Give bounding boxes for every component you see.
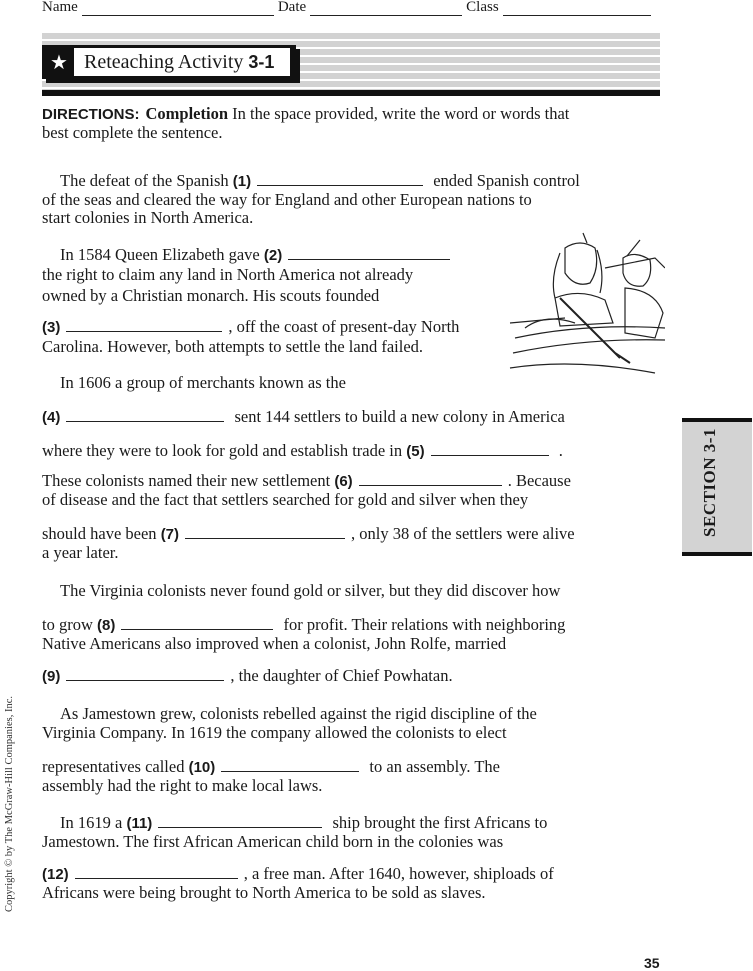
worksheet-line — [42, 337, 423, 357]
line-text: These colonists named their new settlement — [42, 471, 335, 490]
worksheet-line — [60, 704, 537, 724]
class-field[interactable] — [503, 3, 651, 16]
question-number: (12) — [42, 866, 69, 883]
line-text: . Because — [507, 471, 571, 490]
line-text: ship brought the first Africans to — [328, 813, 548, 832]
line-text: In 1619 a — [60, 813, 127, 832]
page-title — [74, 48, 290, 76]
answer-blank[interactable] — [66, 666, 224, 681]
answer-blank[interactable] — [221, 757, 359, 772]
answer-blank[interactable] — [66, 317, 222, 332]
line-text: start colonies in North America. — [42, 208, 254, 227]
worksheet-line — [42, 471, 571, 492]
answer-blank[interactable] — [66, 407, 224, 422]
line-text: owned by a Christian monarch. His scouts founded — [42, 286, 380, 305]
worksheet-line — [42, 776, 322, 796]
title-text: Reteaching Activity — [84, 51, 249, 73]
student-info-header — [42, 0, 655, 16]
answer-blank[interactable] — [158, 813, 322, 828]
worksheet-line — [42, 190, 532, 210]
line-text: the right to claim any land in North America not already — [42, 265, 414, 284]
worksheet-line — [42, 543, 119, 563]
line-text: Native Americans also improved when a colonist, John Rolfe, married — [42, 634, 507, 653]
question-number: (4) — [42, 409, 61, 426]
title-band-rule — [42, 90, 660, 96]
worksheet-line — [42, 317, 459, 338]
line-text: Virginia Company. In 1619 the company allowed the colonists to elect — [42, 723, 507, 742]
worksheet-line — [42, 286, 379, 306]
question-number: (9) — [42, 668, 61, 685]
date-field[interactable] — [310, 3, 462, 16]
line-text: , only 38 of the settlers were alive — [351, 524, 575, 543]
name-field[interactable] — [82, 3, 274, 16]
copyright-notice: Copyright © by The McGraw-Hill Companies, Inc. — [4, 696, 15, 912]
line-text: Africans were being brought to North America to be sold as slaves. — [42, 883, 486, 902]
line-text: , the daughter of Chief Powhatan. — [230, 666, 453, 685]
name-label: Name — [42, 0, 78, 15]
answer-blank[interactable] — [288, 245, 450, 260]
line-text: representatives called — [42, 757, 189, 776]
question-number: (10) — [188, 759, 216, 776]
worksheet-line — [42, 524, 575, 545]
line-text: sent 144 settlers to build a new colony in America — [230, 407, 565, 426]
line-text: best complete the sentence. — [42, 123, 223, 142]
line-text: should have been — [42, 524, 161, 543]
answer-blank[interactable] — [359, 471, 502, 486]
question-number: (11) — [126, 815, 153, 832]
answer-blank[interactable] — [431, 441, 549, 456]
section-tab — [682, 418, 752, 556]
worksheet-line — [42, 265, 413, 285]
directions-label: DIRECTIONS: — [42, 106, 140, 123]
worksheet-line — [42, 123, 223, 143]
answer-blank[interactable] — [75, 864, 238, 879]
line-text: As Jamestown grew, colonists rebelled against the rigid discipline of the — [60, 704, 537, 723]
worksheet-line — [42, 757, 500, 778]
worksheet-line — [60, 171, 580, 192]
line-text: ended Spanish control — [429, 171, 580, 190]
line-text: In 1584 Queen Elizabeth gave — [60, 245, 264, 264]
line-text: Carolina. However, both attempts to settle the land failed. — [42, 337, 424, 356]
directions-type: Completion — [145, 104, 228, 123]
line-text: The defeat of the Spanish — [60, 171, 233, 190]
worksheet-line — [42, 407, 565, 428]
question-number: (7) — [160, 526, 180, 543]
answer-blank[interactable] — [185, 524, 345, 539]
line-text: . — [554, 441, 563, 460]
worksheet-line — [42, 208, 253, 228]
line-text: The Virginia colonists never found gold or silver, but they did discover how — [60, 581, 561, 600]
worksheet-line — [42, 615, 565, 636]
line-text: In 1606 a group of merchants known as the — [60, 373, 346, 392]
line-text: assembly had the right to make local laws. — [42, 776, 323, 795]
worksheet-line — [42, 441, 563, 462]
worksheet-line — [42, 104, 569, 125]
worksheet-line — [60, 373, 346, 393]
line-text: to an assembly. The — [365, 757, 501, 776]
title-box — [42, 45, 296, 79]
question-number: (8) — [97, 617, 116, 634]
worksheet-line — [42, 864, 554, 885]
page-number: 35 — [644, 955, 660, 971]
question-number: (5) — [406, 443, 425, 460]
worksheet-line — [60, 581, 560, 601]
line-text: In the space provided, write the word or words that — [228, 104, 570, 123]
answer-blank[interactable] — [121, 615, 273, 630]
worksheet-line — [42, 490, 528, 510]
line-text: , a free man. After 1640, however, shiploads of — [243, 864, 554, 883]
section-label: SECTION 3-1 — [700, 428, 719, 537]
worksheet-line — [60, 245, 456, 266]
date-label: Date — [277, 0, 307, 15]
line-text: Jamestown. The first African American child born in the colonies was — [42, 832, 504, 851]
answer-blank[interactable] — [257, 171, 423, 186]
worksheet-line — [60, 813, 547, 834]
line-text: , off the coast of present-day North — [228, 317, 460, 336]
question-number: (2) — [263, 247, 283, 264]
star-icon: ★ — [50, 50, 68, 74]
worksheet-line — [42, 666, 453, 687]
title-number: 3-1 — [248, 52, 275, 72]
class-label: Class — [466, 0, 499, 15]
line-text: to grow — [42, 615, 97, 634]
line-text: a year later. — [42, 543, 119, 562]
line-text: of disease and the fact that settlers searched for gold and silver when they — [42, 490, 529, 509]
worksheet-line — [42, 832, 503, 852]
line-text: where they were to look for gold and establish trade in — [42, 441, 407, 460]
question-number: (6) — [334, 473, 353, 490]
question-number: (1) — [232, 173, 252, 190]
worksheet-line — [42, 723, 507, 743]
line-text: of the seas and cleared the way for England and other European nations to — [42, 190, 532, 209]
question-number: (3) — [42, 319, 61, 336]
worksheet-line — [42, 634, 506, 654]
worksheet-line — [42, 883, 486, 903]
line-text: for profit. Their relations with neighboring — [279, 615, 566, 634]
canoe-illustration — [505, 228, 665, 378]
